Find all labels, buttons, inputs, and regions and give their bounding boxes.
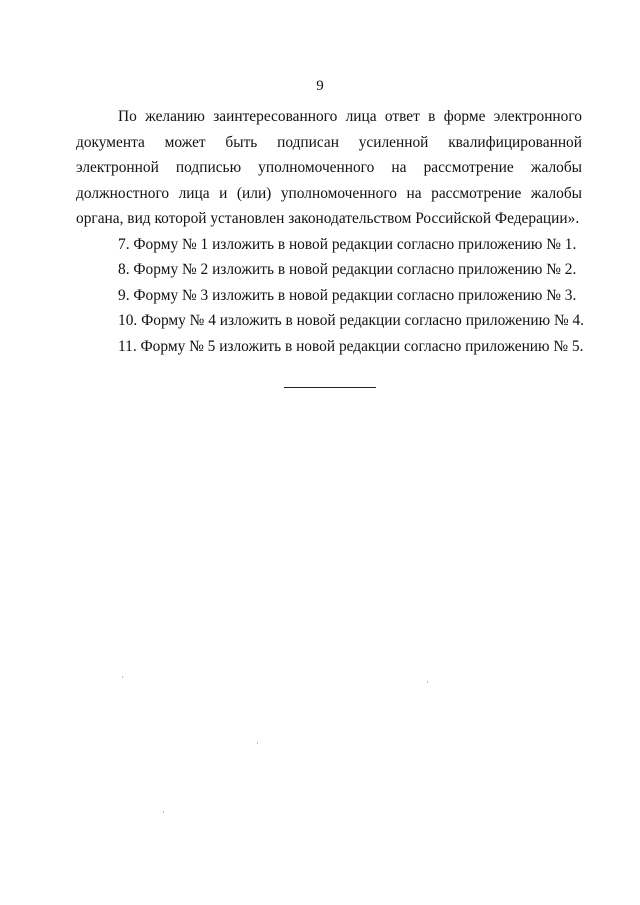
scan-speck [122,676,123,678]
paragraph-item-10: 10. Форму № 4 изложить в новой редакции согласно приложению № 4. [118,312,585,329]
document-body [76,104,585,359]
paragraph-item-9: 9. Форму № 3 изложить в новой редакции согласно приложению № 3. [118,286,577,304]
scan-speck [427,681,428,683]
paragraph-item-7: 7. Форму № 1 изложить в новой редакции согласно приложению № 1. [118,235,577,253]
paragraph-item-8: 8. Форму № 2 изложить в новой редакции согласно приложению № 2. [118,261,577,278]
scan-speck [163,811,164,813]
paragraph-electronic-signature: По желанию заинтересованного лица ответ в форме электронного документа может быть подписан усиленной квалифицированной электронной подписью уполномоченного на рассмотрение жалобы должностного лица и (или) уполномоченного на рассмотрение жалобы органа, вид которой установлен законодательством Российской Федерации». [76,108,582,227]
paragraph-item-11: 11. Форму № 5 изложить в новой редакции согласно приложению № 5. [118,337,584,355]
page-number: 9 [316,78,324,94]
end-separator-line [284,387,376,388]
scan-speck [257,742,258,744]
